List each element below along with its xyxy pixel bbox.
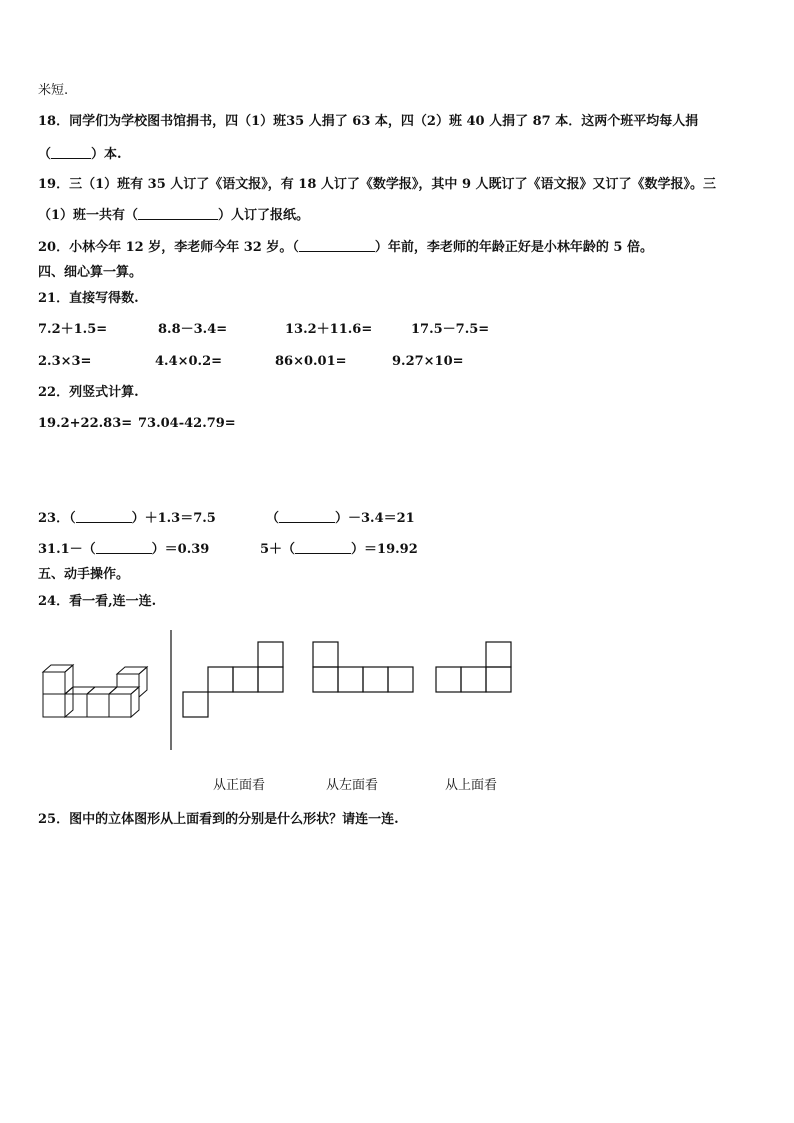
question-21: 21．直接写得数. — [38, 291, 139, 306]
question-23-row-1 — [38, 510, 216, 527]
section-5-heading: 五、动手操作。 — [38, 567, 130, 582]
question-19-answer-line — [38, 207, 309, 224]
text: ）－3.4＝21 — [335, 511, 415, 526]
text: ）年前，李老师的年龄正好是小林年龄的 5 倍。 — [374, 240, 653, 255]
answer-blank[interactable] — [51, 146, 91, 159]
question-19: 19．三（1）班有 35 人订了《语文报》，有 18 人订了《数学报》，其中 9 人既订了《语文报》又订了《数学报》。三 — [38, 177, 717, 192]
section-4-heading: 四、细心算一算。 — [38, 265, 143, 280]
question-23-part-c — [38, 541, 209, 558]
view-figure-top — [435, 641, 513, 694]
text: ）人订了报纸。 — [218, 208, 310, 223]
q21-item: 7.2＋1.5= — [38, 322, 108, 337]
answer-blank[interactable] — [76, 510, 132, 523]
question-24: 24．看一看,连一连. — [38, 594, 157, 609]
question-18-answer-line — [38, 146, 122, 163]
question-18: 18．同学们为学校图书馆捐书，四（1）班35 人捐了 63 本，四（2）班 40 人捐了 87 本．这两个班平均每人捐 — [38, 114, 699, 129]
text: ）＝19.92 — [351, 542, 418, 557]
text: 5＋（ — [260, 542, 296, 557]
q22-item: 73.04-42.79= — [138, 416, 236, 431]
q21-item: 2.3×3= — [38, 354, 92, 369]
answer-blank[interactable] — [295, 541, 351, 554]
text: 31.1－（ — [38, 542, 96, 557]
label-top-view: 从上面看 — [445, 778, 498, 793]
label-left-view: 从左面看 — [326, 778, 379, 793]
text: ）＋1.3＝7.5 — [131, 511, 216, 526]
label-front-view: 从正面看 — [213, 778, 266, 793]
q21-item: 86×0.01= — [275, 354, 347, 369]
view-figure-left — [312, 641, 414, 694]
text: （ — [266, 511, 280, 526]
q21-item: 4.4×0.2= — [155, 354, 223, 369]
question-23-part-d — [260, 541, 418, 558]
view-figure-front — [182, 641, 284, 719]
answer-blank[interactable] — [138, 207, 218, 220]
q21-item: 13.2＋11.6= — [285, 322, 373, 337]
text: 23．（ — [38, 511, 76, 526]
q22-item: 19.2+22.83= — [38, 416, 133, 431]
q21-item: 8.8－3.4= — [158, 322, 228, 337]
cube-solid-figure — [40, 660, 155, 720]
text-line-continuation: 米短. — [38, 83, 69, 98]
answer-blank[interactable] — [279, 510, 335, 523]
text: （1）班一共有（ — [38, 208, 139, 223]
q21-item: 17.5－7.5= — [411, 322, 490, 337]
paren-close: ）本. — [91, 147, 122, 162]
question-25: 25．图中的立体图形从上面看到的分别是什么形状？请连一连. — [38, 812, 399, 827]
answer-blank[interactable] — [299, 239, 375, 252]
text: ）＝0.39 — [151, 542, 210, 557]
text: 20．小林今年 12 岁，李老师今年 32 岁。（ — [38, 240, 299, 255]
question-23-part-b — [266, 510, 415, 527]
answer-blank[interactable] — [96, 541, 152, 554]
question-20 — [38, 239, 653, 256]
divider-line — [168, 628, 174, 752]
q21-item: 9.27×10= — [392, 354, 464, 369]
paren-open: （ — [38, 147, 52, 162]
question-22: 22．列竖式计算. — [38, 385, 139, 400]
